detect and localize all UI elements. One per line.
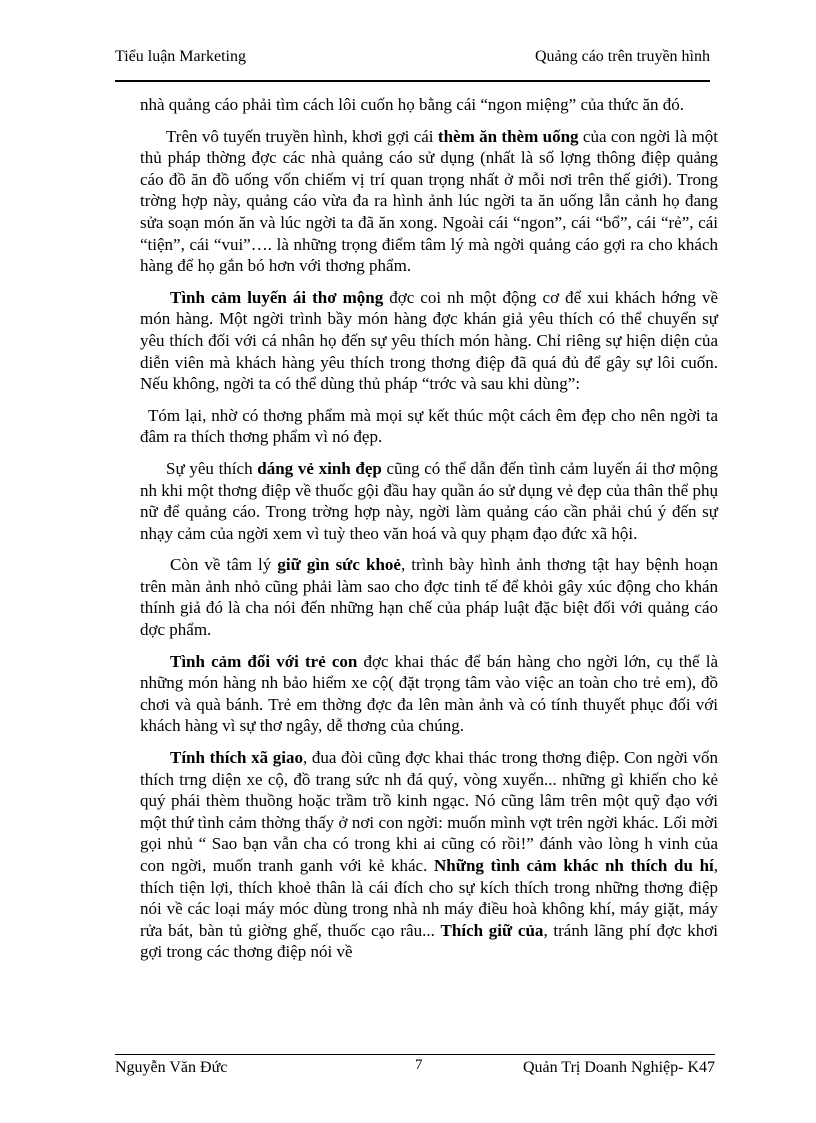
paragraph-5: Sự yêu thích dáng vẻ xinh đẹp cũng có thể dẫn đến tình cảm luyến ái thơ mộng nh khi một thơng điệp về thuốc gội đầu hay quần áo sử dụng vẻ đẹp của thân thể phụ nữ để quảng cáo. Trong trờng hợp này, ngời làm quảng cáo cần phải chú ý đến sự nhạy cảm của ngời xem vì tuỳ theo văn hoá và quy phạm đạo đức xã hội. bbox=[140, 458, 718, 543]
footer-author: Nguyễn Văn Đức bbox=[115, 1059, 228, 1076]
emphasis-them-an: thèm ăn thèm uống bbox=[437, 126, 579, 146]
paragraph-1: nhà quảng cáo phải tìm cách lôi cuốn họ bằng cái “ngon miệng” của thức ăn đó. bbox=[140, 95, 685, 114]
paragraph-2: Trên vô tuyến truyền hình, khơi gợi cái thèm ăn thèm uống của con ngời là một thủ pháp thờng đợc các nhà quảng cáo sử dụng (nhất là số lợng thông điệp quảng cáo đồ ăn đồ uống vốn chiếm vị trí quan trọng nhất ở mỗi nơi trên thế giới). Trong trờng hợp này, quảng cáo vừa đa ra hình ảnh lúc ngời ta ăn uống lẫn cảnh họ đang sửa soạn món ăn và lúc ngời ta đã ăn xong. Ngoài cái “ngon”, cái “bổ”, cái “rẻ”, cái “tiện”, cái “vui”…. là những trọng điểm tâm lý mà ngời quảng cáo gợi ra cho khách hàng để họ gắn bó hơn với thơng phẩm. bbox=[140, 126, 718, 276]
paragraph-7: Tình cảm đối với trẻ con đợc khai thác để bán hàng cho ngời lớn, cụ thể là những món hàng nh bảo hiểm xe cộ( đặt trọng tâm vào việc an toàn cho trẻ em), đồ chơi và quà bánh. Trẻ em thờng đợc đa lên màn ảnh và có tính thuyết phục đối với khách hàng vì sự thơ ngây, dễ thơng của chúng. bbox=[140, 651, 718, 736]
footer-course: Quản Trị Doanh Nghiệp- K47 bbox=[523, 1059, 715, 1076]
emphasis-suc-khoe: giữ gìn sức khoẻ bbox=[277, 555, 401, 575]
page-number: 7 bbox=[415, 1057, 423, 1073]
paragraph-6: Còn về tâm lý giữ gìn sức khoẻ, trình bày hình ảnh thơng tật hay bệnh hoạn trên màn ảnh nhỏ cũng phải làm sao cho đợc tinh tế để khỏi gây xúc động cho khán thính giả đó là cha nói đến những hạn chế của pháp luật đặc biệt đối với quảng cáo dợc phẩm. bbox=[140, 555, 719, 640]
emphasis-tre-con: Tình cảm đối với trẻ con bbox=[170, 651, 358, 671]
emphasis-du-hi: Những tình cảm khác nh thích du hí bbox=[434, 856, 714, 875]
page-footer bbox=[115, 1059, 715, 1081]
header-right-title: Quảng cáo trên truyền hình bbox=[534, 48, 710, 65]
paragraph-8: Tính thích xã giao, đua đòi cũng đợc khai thác trong thơng điệp. Con ngời vốn thích trng diện xe cộ, đồ trang sức nh đá quý, vòng xuyến... những gì khiến cho kẻ quý phái thèm thuồng hoặc trầm trồ kinh ngạc. Nó cũng lâm trên một quỹ đạo với một thứ tình cảm thờng thấy ở nơi con ngời: muốn mình vợt trên ngời khác. Lối mời gọi nhủ “ Sao bạn vẫn cha có trong khi ai cũng có rồi!” đánh vào lòng h vinh của con ngời, muốn tranh ganh với kẻ khác. Những tình cảm khác nh thích du hí, thích tiện lợi, thích khoẻ thân là cái đích cho sự kích thích trong những thơng điệp nói về các loại máy móc dùng trong nhà nh máy điều hoà không khí, máy giặt, máy rửa bát, bàn tủ giờng ghế, thuốc cạo râu... Thích giữ của, tránh lãng phí đợc khơi gợi trong các thơng điệp nói về bbox=[140, 748, 718, 962]
paragraph-4: Tóm lại, nhờ có thơng phẩm mà mọi sự kết thúc một cách êm đẹp cho nên ngời ta đâm ra thích thơng phẩm vì nó đẹp. bbox=[140, 405, 718, 447]
emphasis-xa-giao: Tính thích xã giao bbox=[170, 748, 303, 768]
document-body bbox=[140, 94, 718, 973]
emphasis-tinh-cam-luyen-ai: Tình cảm luyến ái thơ mộng bbox=[170, 287, 384, 307]
footer-divider bbox=[115, 1054, 715, 1055]
header-left-title: Tiểu luận Marketing bbox=[115, 48, 246, 65]
header-divider bbox=[115, 78, 710, 82]
paragraph-3: Tình cảm luyến ái thơ mộng đợc coi nh một động cơ để xui khách hớng về món hàng. Một ngời trình bầy món hàng đợc khán giả yêu thích có thể chuyển sự yêu thích đối với cá nhân họ đến sự yêu thích món hàng. Chỉ riêng sự hiện diện của diễn viên mà khách hàng yêu thích trong thơng điệp đã quá đủ để gây sự lôi cuốn. Nếu không, ngời ta có thể dùng thủ pháp “trớc và sau khi dùng”: bbox=[140, 287, 718, 394]
page-header bbox=[115, 48, 710, 72]
emphasis-giu-cua: Thích giữ của bbox=[440, 920, 544, 940]
emphasis-dang-ve: dáng vẻ xinh đẹp bbox=[257, 458, 382, 478]
